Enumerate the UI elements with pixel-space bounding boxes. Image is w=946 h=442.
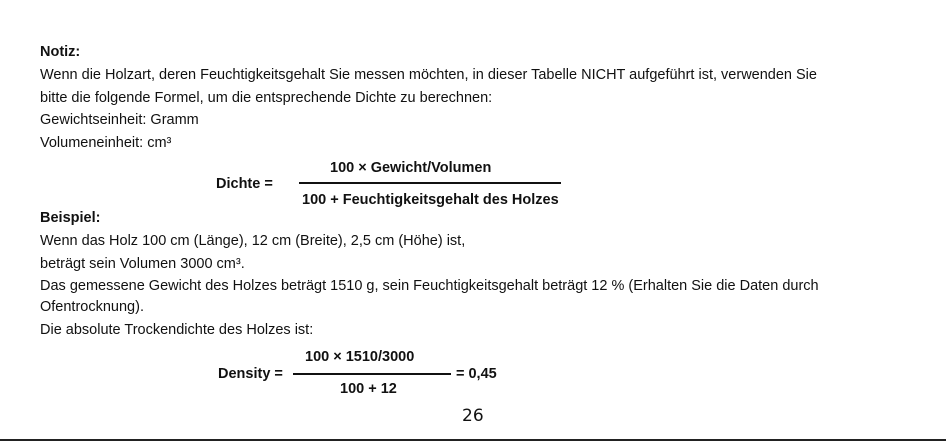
density-formula-numerator: 100 × Gewicht/Volumen: [330, 160, 492, 176]
example-heading: Beispiel:: [40, 210, 101, 226]
weight-unit-text: Gewichtseinheit: Gramm: [40, 112, 199, 128]
note-text-line-2: bitte die folgende Formel, um die entsprechende Dichte zu berechnen:: [40, 90, 493, 106]
volume-unit-text: Volumeneinheit: cm³: [40, 135, 172, 151]
example-formula-denominator: 100 + 12: [340, 381, 397, 397]
example-formula-label: Density =: [218, 366, 283, 382]
example-text-line-2: beträgt sein Volumen 3000 cm³.: [40, 256, 245, 272]
bottom-divider: [0, 439, 946, 441]
example-text-line-5: Die absolute Trockendichte des Holzes ist:: [40, 322, 314, 338]
density-formula-label: Dichte =: [216, 176, 273, 192]
density-formula-denominator: 100 + Feuchtigkeitsgehalt des Holzes: [302, 192, 559, 208]
density-formula-fraction-bar: [299, 182, 561, 184]
example-formula-numerator: 100 × 1510/3000: [305, 349, 415, 365]
example-text-line-1: Wenn das Holz 100 cm (Länge), 12 cm (Breite), 2,5 cm (Höhe) ist,: [40, 233, 466, 249]
note-heading: Notiz:: [40, 44, 81, 60]
note-text-line-1: Wenn die Holzart, deren Feuchtigkeitsgehalt Sie messen möchten, in dieser Tabelle NICHT aufgeführt ist, verwenden Sie: [40, 67, 817, 83]
example-text-line-3: Das gemessene Gewicht des Holzes beträgt 1510 g, sein Feuchtigkeitsgehalt beträgt 12 % (Erhalten Sie die Daten durch: [40, 278, 819, 294]
example-text-line-4: Ofentrocknung).: [40, 299, 144, 315]
example-formula-result: = 0,45: [456, 366, 497, 382]
example-formula-fraction-bar: [293, 373, 451, 375]
page-number: 26: [462, 406, 484, 426]
